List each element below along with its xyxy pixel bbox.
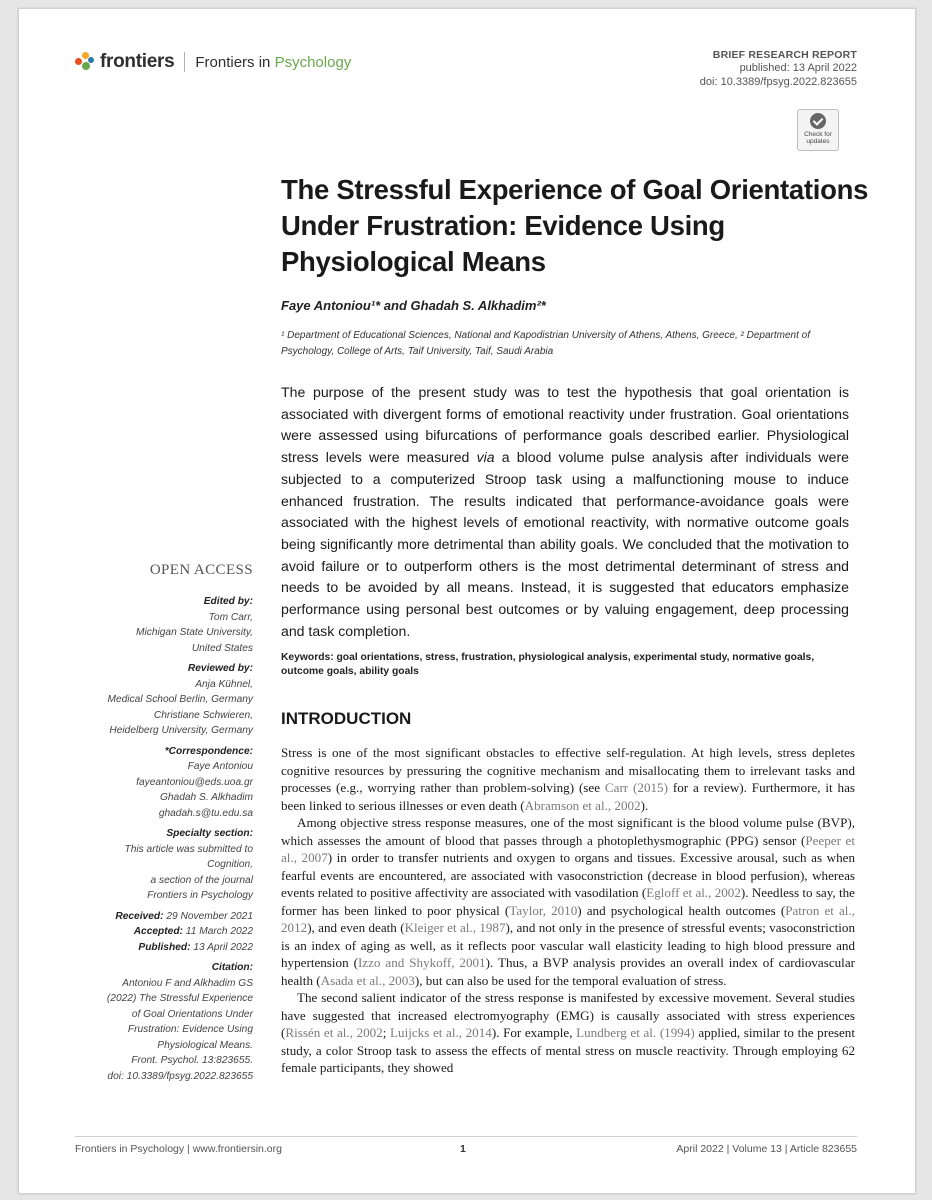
paragraph: Among objective stress response measures, one of the most significant is the blood volume pulse (BVP), which assesses the amount of blood that passes through a photoplethysmographic (PPG) sensor (Peeper et al., 2007) in order to transfer nutrients and oxygen to organs and tissues. Excessive arousal, such as when fearful events are encountered, are associated with vasoconstriction (decrease in blood perfusion), whereas events related to positive affectivity are associated with vasodilation (Egloff et al., 2002). Needless to say, the former has been linked to poor physical (Taylor, 2010) and psychological health outcomes (Patron et al., 2012), and even death (Kleiger et al., 1987), and not only in the presence of stressful events; vasoconstriction is an index of aging as well, as it reflects poor vascular wall elasticity leading to high blood pressure and hypertension (Izzo and Shykoff, 2001). Thus, a BVP analysis provides an overall index of cardiovascular health (Asada et al., 2003), but can also be used for the temporal evaluation of stress. [281,815,855,988]
open-access-label: OPEN ACCESS [149,562,253,578]
introduction-body [281,744,855,1077]
citation-link[interactable]: Carr (2015) [604,780,668,795]
article-title: The Stressful Experience of Goal Orientations Under Frustration: Evidence Using Physiological Means [281,174,869,277]
published-date: published: 13 April 2022 [739,62,857,74]
logo-divider [184,52,185,72]
check-updates-label: Check for updates [804,131,832,145]
citation-link[interactable]: Taylor, 2010 [509,902,578,918]
keywords [281,651,849,679]
edited-by: Edited by: Tom Carr, Michigan State University, United States [135,596,253,654]
citation-link[interactable]: Izzo and Shykoff, 2001 [357,955,486,970]
specialty-section: Specialty section: This article was submitted to Cognition, a section of the journal Frontiers in Psychology [124,828,253,901]
journal-name [195,54,351,71]
citation-link[interactable]: Peeper et al., 2007 [281,832,855,865]
page-number: 1 [460,1143,466,1155]
footer-journal-link[interactable]: Frontiers in Psychology | www.frontiersin.org [75,1143,282,1155]
article-dates: Received: 29 November 2021 Accepted: 11 March 2022 Published: 13 April 2022 [115,910,253,953]
email-link[interactable]: ghadah.s@tu.edu.sa [158,807,253,819]
affiliations: ¹ Department of Educational Sciences, National and Kapodistrian University of Athens, Athens, Greece, ² Department of Psychology, College of Arts, Taif University, Taif, Saudi Arabia [281,330,810,357]
paragraph: Stress is one of the most significant obstacles to effective self-regulation. At high levels, stress depletes cognitive resources by pressuring the cognitive mechanism and misallocating them to irrelevant tasks and processes (e.g., worrying rather than problem-solving) (see Carr (2015) for a review). Furthermore, it has been linked to serious illnesses or even death (Abramson et al., 2002). [281,745,856,813]
article-sidebar [69,594,253,1089]
keywords-label: Keywords: [281,652,334,663]
authors: Faye Antoniou¹* and Ghadah S. Alkhadim²* [281,298,546,313]
citation-link[interactable]: Rissén et al., 2002 [285,1025,383,1040]
document-page [18,8,916,1194]
citation-link[interactable]: Abramson et al., 2002 [524,797,641,813]
reviewed-by: Reviewed by: Anja Kühnel, Medical School Berlin, Germany Christiane Schwieren, Heidelberg University, Germany [107,663,253,736]
citation-link[interactable]: Patron et al., 2012 [281,902,855,935]
citation: Citation: Antoniou F and Alkhadim GS (2022) The Stressful Experience of Goal Orientations Under Frustration: Evidence Using Physiological Means. Front. Psychol. 13:823655. doi: 10.3389/fpsyg.2022.823655 [106,962,253,1082]
check-icon [810,113,826,129]
citation-link[interactable]: Lundberg et al. (1994) [576,1025,695,1040]
paragraph: The second salient indicator of the stress response is manifested by excessive movement. Several studies have suggested that increased electromyography (EMG) is causally associated with stress experiences (Rissén et al., 2002; Luijcks et al., 2014). For example, Lundberg et al. (1994) applied, similar to the present study, a color Stroop task to assess the effects of mental stress on muscle reactivity. Through employing 62 female participants, they showed [281,990,855,1075]
citation-link[interactable]: Asada et al., 2003 [320,972,415,988]
citation-link[interactable]: Luijcks et al., 2014 [390,1025,492,1040]
article-meta [700,49,857,89]
correspondence: *Correspondence: Faye Antoniou fayeantoniou@eds.uoa.gr Ghadah S. Alkhadim ghadah.s@tu.edu.sa [69,744,253,822]
article-type: BRIEF RESEARCH REPORT [712,49,857,61]
check-for-updates-button[interactable] [797,109,839,151]
email-link[interactable]: fayeantoniou@eds.uoa.gr [136,776,253,788]
abstract: The purpose of the present study was to test the hypothesis that goal orientation is associated with divergent forms of emotional reactivity under frustration. Goal orientations were assessed using bifurcations of performance goals described earlier. Physiological stress levels were measured via a blood volume pulse analysis after individuals were subjected to a computerized Stroop task using a malfunctioning mouse to induce enhanced frustration. The results indicated that performance-avoidance goals were associated with the highest levels of emotional reactivity, with normative outcome goals being significantly more detrimental than ability goals. We concluded that the motivation to avoid failure or to outperform others is the most detrimental determinant of stress and needs to be avoided by all means. Instead, it is suggested that educators emphasize performance using personal best outcomes or by valuing engagement, deep processing and task completion. [281,384,849,639]
footer-volume-info: April 2022 | Volume 13 | Article 823655 [676,1143,857,1155]
doi[interactable]: doi: 10.3389/fpsyg.2022.823655 [699,76,857,88]
brand-name: frontiers [100,51,175,72]
keywords-list: goal orientations, stress, frustration, physiological analysis, experimental study, normative goals, outcome goals, ability goals [281,652,815,677]
journal-prefix: Frontiers in [195,53,275,71]
page-footer [75,1136,857,1155]
frontiers-logo-icon [75,52,95,72]
section-heading-introduction: INTRODUCTION [281,709,412,728]
citation-link[interactable]: Kleiger et al., 1987 [404,920,506,935]
journal-logo[interactable] [75,51,351,73]
citation-link[interactable]: Egloff et al., 2002 [646,885,741,900]
journal-subject: Psychology [274,53,352,71]
